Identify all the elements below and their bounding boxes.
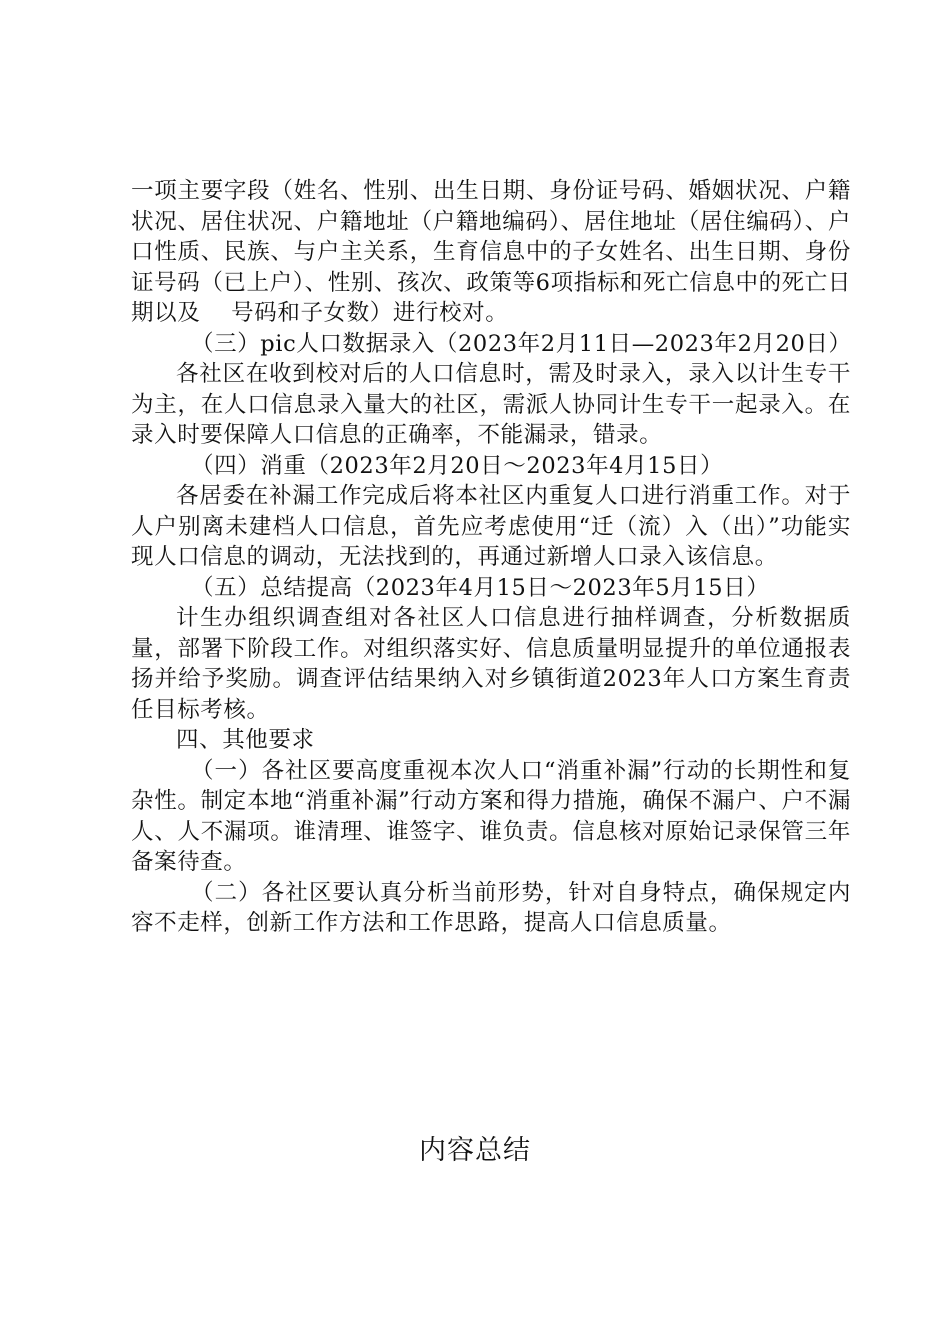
heading-deduplication: （四）消重（2023年2月20日～2023年4月15日）: [191, 452, 724, 479]
paragraph-data-entry: 各社区在收到校对后的人口信息时，需及时录入，录入以计生专干为主，在人口信息录入量大的社区，需派人协同计生专干一起录入。在录入时要保障人口信息的正确率，不能漏录，错录。: [131, 361, 851, 448]
document-body: [131, 176, 851, 939]
paragraph-field-list: 一项主要字段（姓名、性别、出生日期、身份证号码、婚姻状况、户籍状况、居住状况、户籍地址（户籍地编码）、居住地址（居住编码）、户口性质、民族、与户主关系，生育信息中的子女姓名、出生日期、身份证号码（已上户）、性别、孩次、政策等6项指标和死亡信息中的死亡日期以及 号码和子女数）进行校对。: [131, 178, 851, 326]
heading-data-entry: （三）pic人口数据录入（2023年2月11日—2023年2月20日）: [191, 330, 852, 357]
paragraph-summary-improvement: 计生办组织调查组对各社区人口信息进行抽样调查，分析数据质量，部署下阶段工作。对组织落实好、信息质量明显提升的单位通报表扬并给予奖励。调查评估结果纳入对乡镇街道2023年人口方案生育责任目标考核。: [131, 605, 851, 723]
heading-other-requirements: 四、其他要求: [176, 727, 315, 753]
heading-summary-improvement: （五）总结提高（2023年4月15日～2023年5月15日）: [191, 574, 770, 601]
paragraph-deduplication: 各居委在补漏工作完成后将本社区内重复人口进行消重工作。对于人户别离未建档人口信息，首先应考虑使用“迁（流）入（出）”功能实现人口信息的调动，无法找到的，再通过新增人口录入该信息。: [131, 483, 851, 570]
summary-title: 内容总结: [419, 1135, 531, 1166]
paragraph-requirement-1: （一）各社区要高度重视本次人口“消重补漏”行动的长期性和复杂性。制定本地“消重补漏”行动方案和得力措施，确保不漏户、户不漏人、人不漏项。谁清理、谁签字、谁负责。信息核对原始记录保管三年备案待查。: [131, 757, 851, 875]
paragraph-requirement-2: （二）各社区要认真分析当前形势，针对自身特点，确保规定内容不走样，创新工作方法和工作思路，提高人口信息质量。: [131, 879, 851, 936]
